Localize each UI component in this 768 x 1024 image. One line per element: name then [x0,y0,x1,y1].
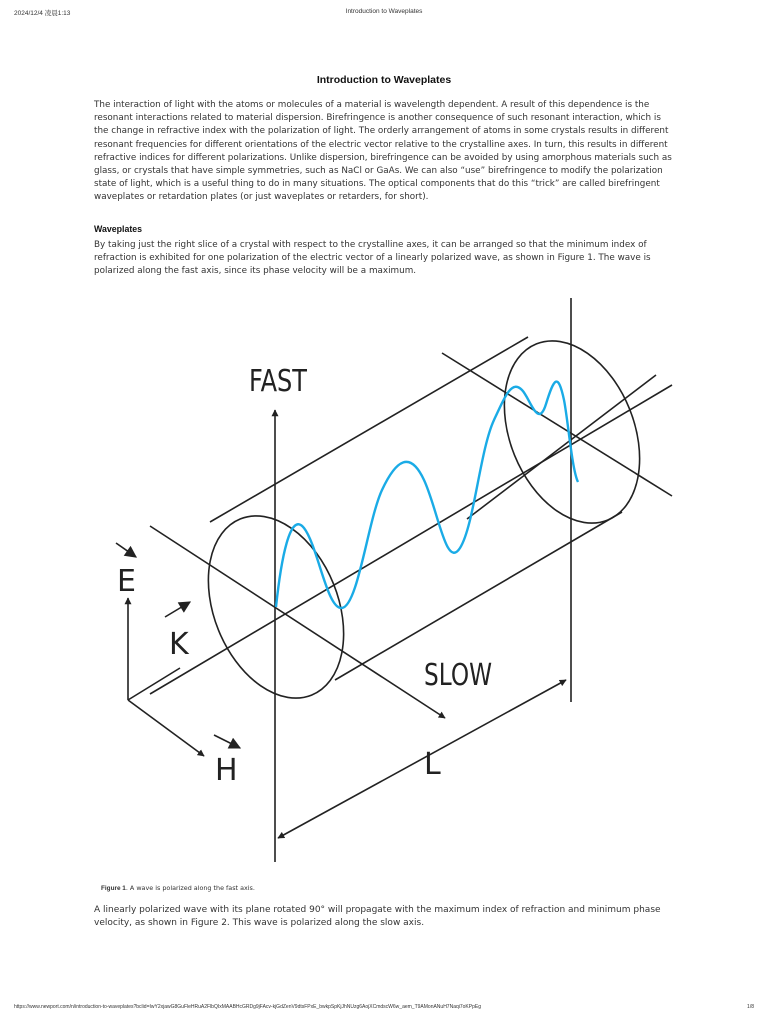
back-slow-line [442,353,672,496]
l-label: L [424,747,441,782]
caption-text: . A wave is polarized along the fast axis. [125,884,255,892]
propagation-axis [150,385,672,694]
back-ellipse [479,321,665,544]
h-axis [128,700,204,756]
print-footer [14,1004,754,1014]
figure-caption [101,884,255,892]
page-number: 1/8 [747,1004,754,1010]
e-label: E [117,564,136,599]
k-small-arrow [165,602,190,617]
article-title: Introduction to Waveplates [316,74,452,86]
print-date: 2024/12/4 凌晨1:13 [14,10,71,17]
cylinder-bottom-edge [335,512,622,680]
intro-paragraph: The interaction of light with the atoms or molecules of a material is wavelength dependent. A result of this dependence is the resonant interactions related to material dispersion. Birefringence is another consequence of such resonant interaction, which is the change in refractive index with the polarization of light. The orderly arrangement of atoms in some crystals results in different resonant frequencies for different orientations of the electric vector relative to the crystalline axes. In turn, this results in different refractive indices for different polarizations. Unlike dispersion, birefringence can be avoided by using amorphous materials such as glass, or crystals that have simple symmetries, such as NaCl or GaAs. We can also “use” birefringence to modify the polarization state of light, which is a useful thing to do in many situations. The optical components that do this “trick” are called birefringent waveplates or retardation plates (or just waveplates or retarders, for short). [94,100,672,203]
h-label: H [215,753,238,788]
slow-axis-line [150,526,445,718]
e-small-arrow [116,543,136,557]
print-title: Introduction to Waveplates [345,8,423,15]
k-label: K [169,627,189,662]
diagram-lines [116,298,672,862]
caption-label: Figure 1 [101,885,126,892]
wave-curve [276,382,578,608]
k-axis [128,668,180,700]
waveplate-diagram [94,292,684,872]
section-paragraph: By taking just the right slice of a crystal with respect to the crystalline axes, it can be arranged so that the minimum index of refraction is exhibited for one polarization of the electric vector of a linearly polarized wave, as shown in Figure 1. The wave is polarized along the fast axis, since its phase velocity will be a maximum. [94,240,651,277]
print-header [14,8,754,18]
slow-label: SLOW [424,658,492,693]
back-diagonal [467,375,656,519]
page-url: https://www.newport.com/n/introduction-to-waveplates?bclid=IwY2xjawG8GuFleHRuA2FlbQIxMAABHcGRDg9jFAcv-kjGdZenV9dtsFPxE_bwkpSpKjJhNUzg6AojXCmdscW6w_aem_T9AMonANuH7Naqi7oKPpEg [14,1004,481,1010]
closing-paragraph: A linearly polarized wave with its plane rotated 90° will propagate with the maximum index of refraction and minimum phase velocity, as shown in Figure 2. This wave is polarized along the slow axis. [94,905,661,929]
section-heading: Waveplates [94,224,143,234]
fast-label: FAST [249,364,308,399]
h-small-arrow [214,735,240,748]
waveplate-figure [94,292,684,872]
